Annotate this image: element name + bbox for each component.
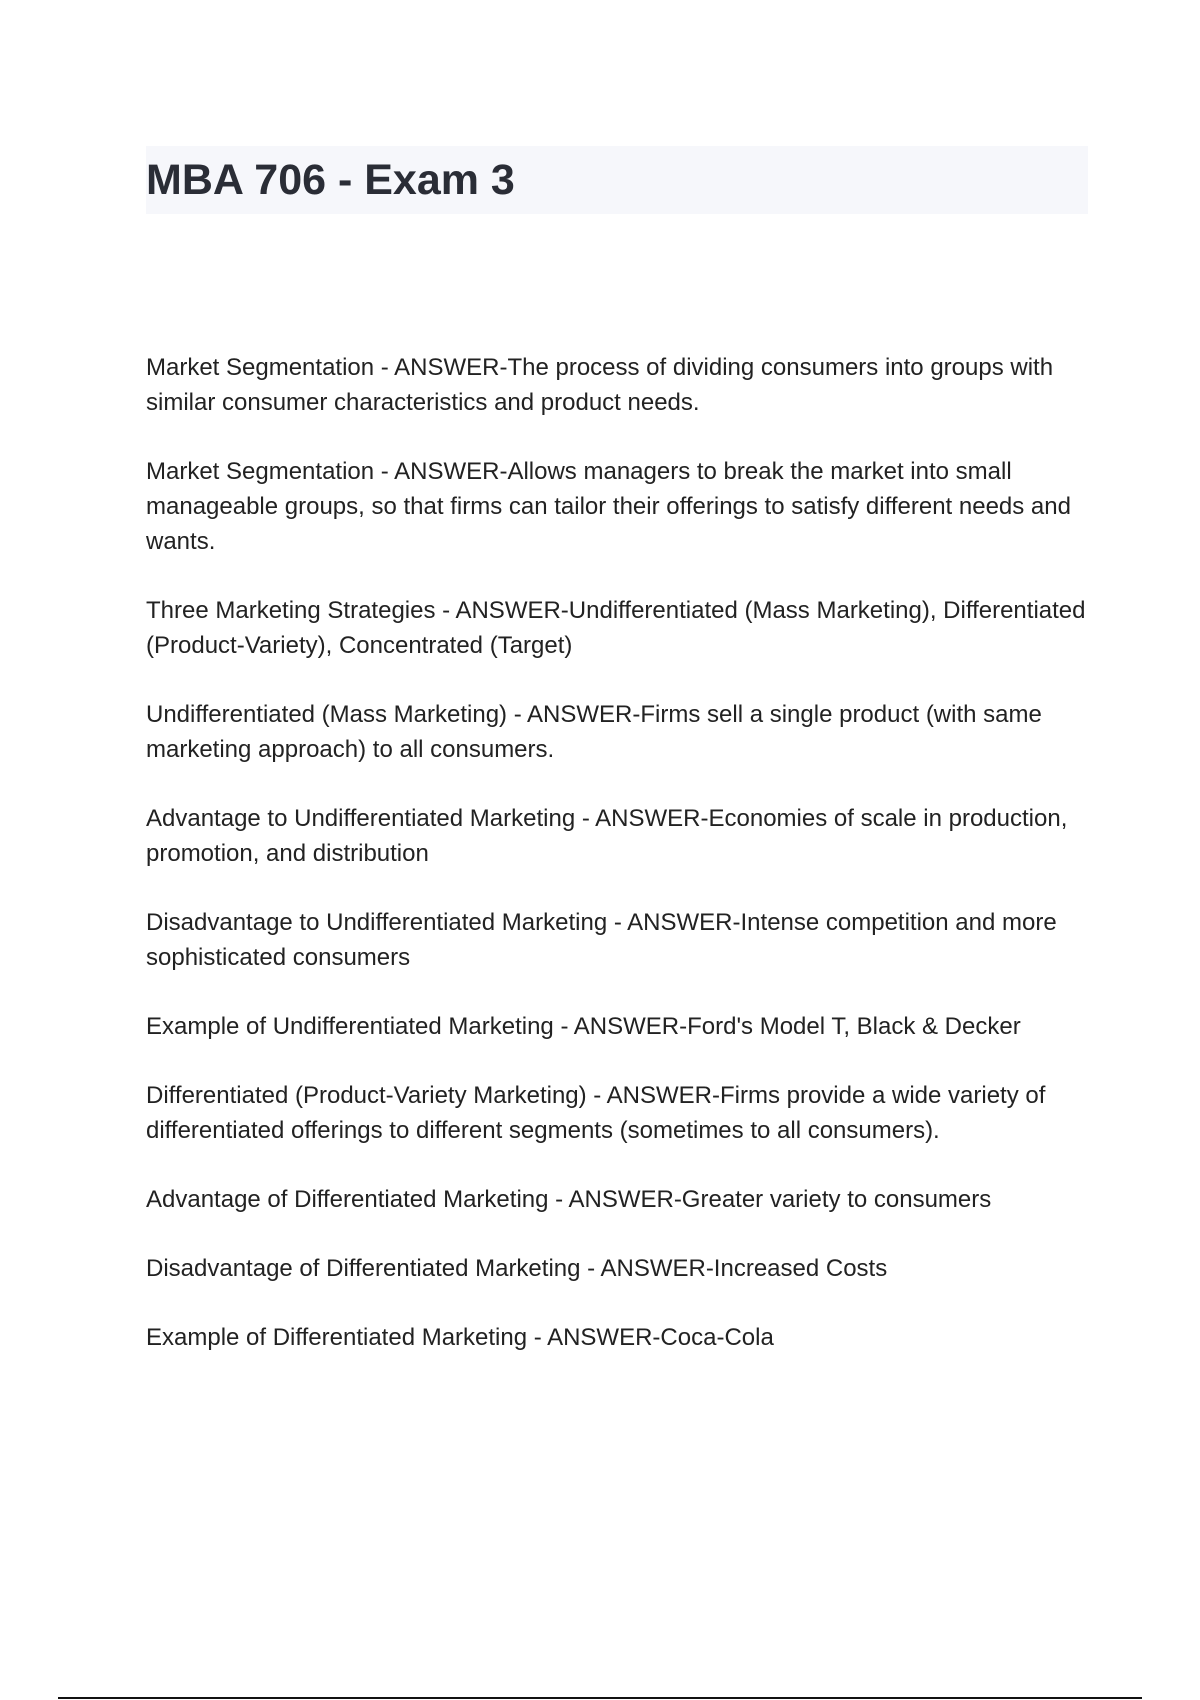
title-band (146, 146, 1088, 214)
qa-list (146, 350, 1096, 1389)
qa-entry: Example of Differentiated Marketing - ANSWER-Coca-Cola (146, 1324, 774, 1351)
qa-entry: Market Segmentation - ANSWER-Allows managers to break the market into small manageable groups, so that firms can tailor their offerings to satisfy different needs and wants. (146, 458, 1071, 555)
qa-entry: Market Segmentation - ANSWER-The process of dividing consumers into groups with similar consumer characteristics and product needs. (146, 354, 1054, 416)
qa-entry: Example of Undifferentiated Marketing - ANSWER-Ford's Model T, Black & Decker (146, 1013, 1021, 1040)
qa-entry: Undifferentiated (Mass Marketing) - ANSWER-Firms sell a single product (with same marketing approach) to all consumers. (146, 701, 1042, 763)
document-title: MBA 706 - Exam 3 (146, 156, 515, 204)
qa-entry: Disadvantage of Differentiated Marketing - ANSWER-Increased Costs (146, 1255, 888, 1282)
qa-entry: Disadvantage to Undifferentiated Marketing - ANSWER-Intense competition and more sophisticated consumers (146, 909, 1057, 971)
qa-entry: Advantage of Differentiated Marketing - ANSWER-Greater variety to consumers (146, 1186, 992, 1213)
qa-entry: Three Marketing Strategies - ANSWER-Undifferentiated (Mass Marketing), Differentiated (Product-Variety), Concentrated (Target) (146, 597, 1086, 659)
qa-entry: Advantage to Undifferentiated Marketing - ANSWER-Economies of scale in production, promotion, and distribution (146, 805, 1068, 867)
footer-divider (58, 1697, 1142, 1699)
qa-entry: Differentiated (Product-Variety Marketing) - ANSWER-Firms provide a wide variety of differentiated offerings to different segments (sometimes to all consumers). (146, 1082, 1046, 1144)
